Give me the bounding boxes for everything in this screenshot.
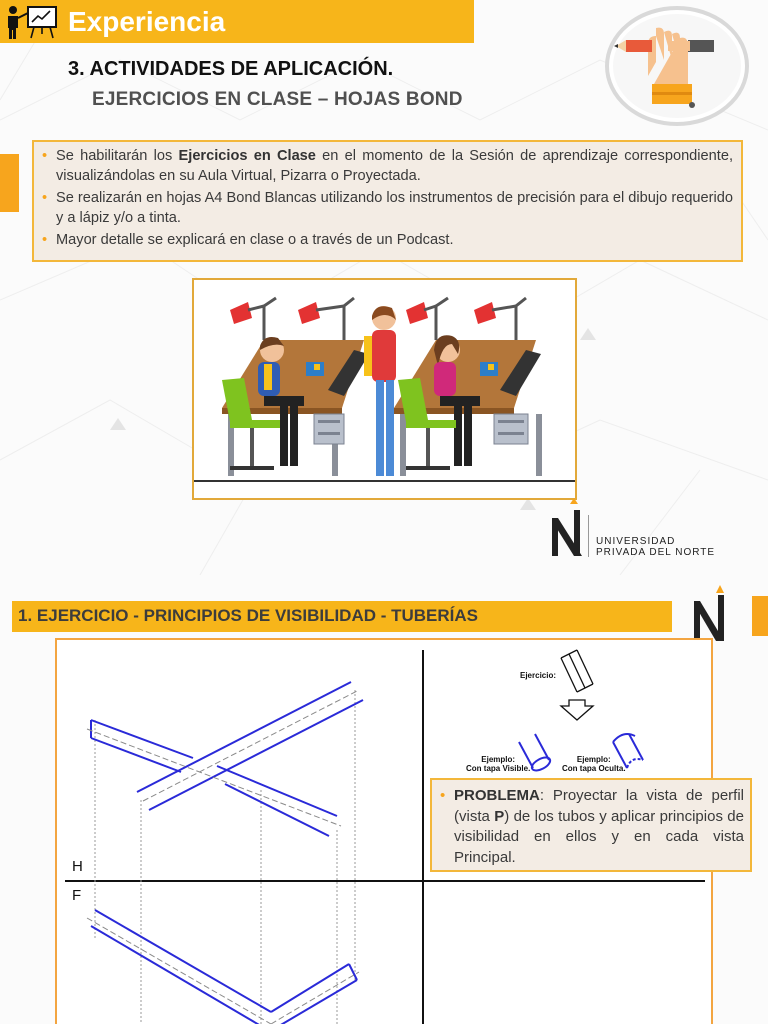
section-subtitle: EJERCICIOS EN CLASE – HOJAS BOND: [92, 89, 463, 110]
side-tab: [0, 154, 19, 212]
bullet-item: • Se habilitarán los Ejercicios en Clase en el momento de la Sesión de aprendizaje correspondiente, visualizándolas en su Aula Virtual, Pizarra o Proyectada.: [42, 147, 733, 186]
exercise-title: 1. EJERCICIO - PRINCIPIOS DE VISIBILIDAD - TUBERÍAS: [18, 606, 479, 625]
problem-box: [430, 778, 752, 872]
logo-separator: [588, 515, 589, 557]
bullet-item: • Se realizarán en hojas A4 Bond Blancas utilizando los instrumentos de precisión para el dibujo requerido y a lápiz y/o a tinta.: [42, 189, 733, 228]
bullet-item: • Mayor detalle se explicará en clase o a través de un Podcast.: [42, 231, 733, 251]
exercise-label: Ejercicio:: [520, 671, 557, 680]
horizontal-plane-label: H: [72, 858, 83, 875]
hand-holding-pencil-icon: [604, 4, 750, 128]
info-box: [32, 140, 743, 262]
frontal-plane-label: F: [72, 887, 82, 904]
header-title: Experiencia: [68, 6, 226, 37]
problem-statement: • PROBLEMA: Proyectar la vista de perfil (vista P) de los tubos y aplicar principios de visibilidad en ellos y en cada vista Principal.: [440, 786, 744, 868]
students-drafting-tables-illustration: [192, 278, 577, 500]
teacher-board-icon: [4, 4, 60, 40]
side-tab: [752, 596, 768, 636]
visible-cap-label: Ejemplo: Con tapa Visible.: [466, 755, 531, 773]
section-title: 3. ACTIVIDADES DE APLICACIÓN.: [68, 58, 394, 80]
university-name: UNIVERSIDAD PRIVADA DEL NORTE: [596, 536, 716, 558]
hidden-cap-label: Ejemplo: Con tapa Oculta.: [562, 755, 626, 773]
upn-logo: [690, 581, 732, 643]
